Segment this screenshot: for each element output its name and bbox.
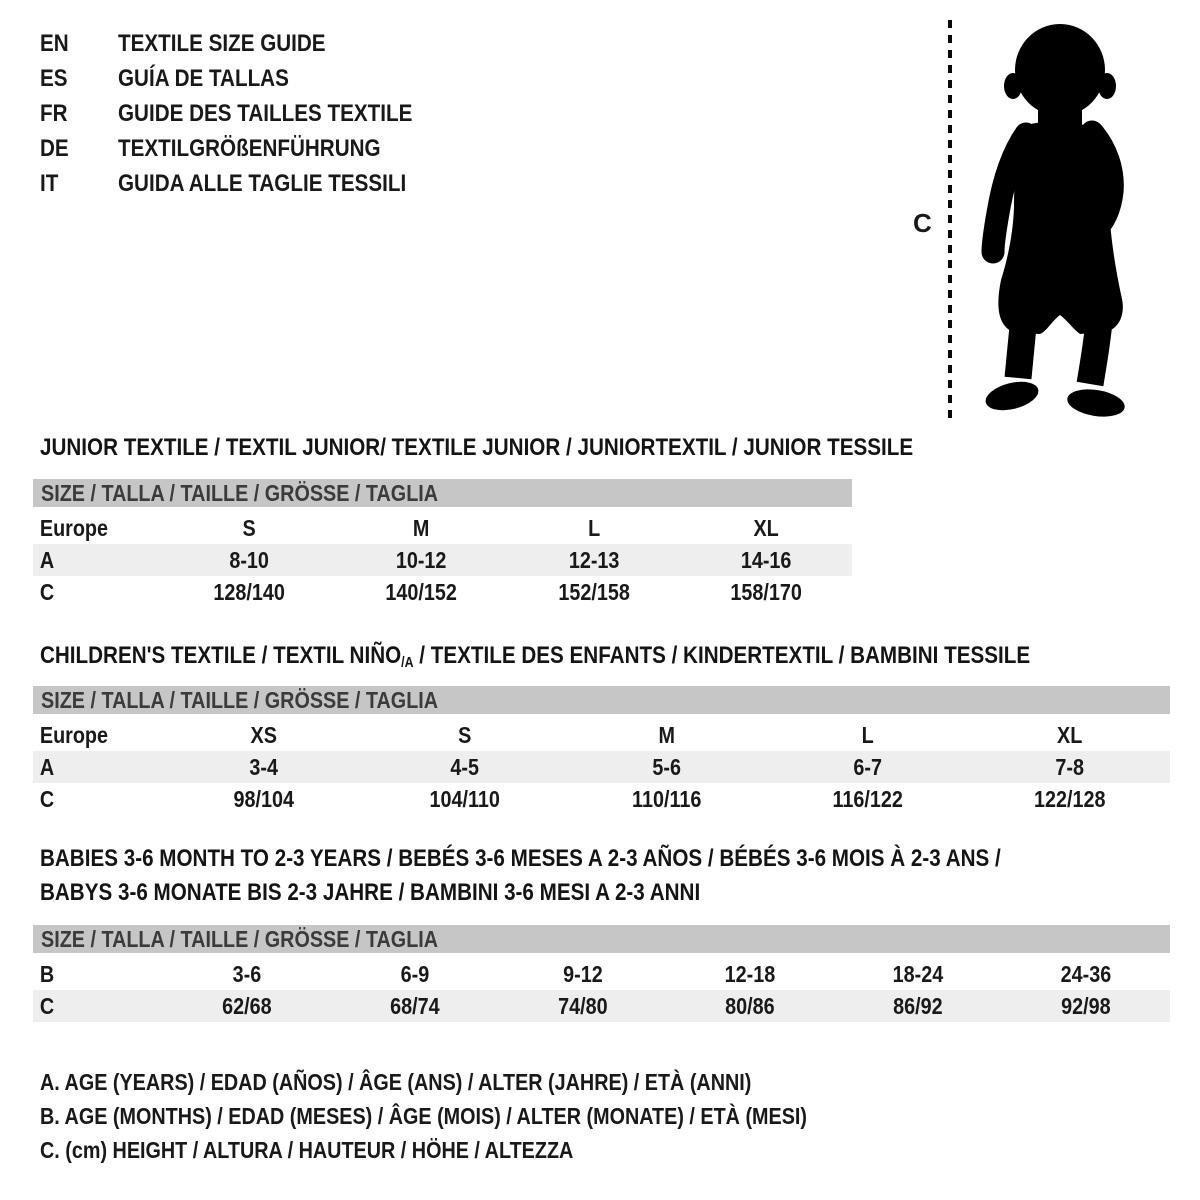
cell-value: 12-18 [725, 961, 776, 987]
row-label: C [39, 993, 55, 1019]
table-row [33, 958, 1170, 990]
lang-code: EN [40, 30, 69, 57]
cell-value: 116/122 [832, 786, 904, 812]
lang-row-it [40, 166, 460, 201]
cell-value: 80/86 [725, 993, 776, 1019]
lang-title: GUIDE DES TAILLES TEXTILE [118, 100, 413, 127]
row-label: A [39, 754, 55, 780]
cell-value: 6-7 [853, 754, 883, 780]
babies-size-table [33, 925, 1170, 1022]
size-table-header: SIZE / TALLA / TAILLE / GRÖSSE / TAGLIA [33, 686, 1170, 714]
lang-code: DE [40, 135, 69, 162]
children-section-title: CHILDREN'S TEXTILE / TEXTIL $NIÑO_{/A}$ / TEXTILE DES ENFANTS / KINDERTEXTIL / BAMBINI TESSILE [40, 642, 1031, 672]
cell-value: 74/80 [557, 993, 608, 1019]
size-table-header: SIZE / TALLA / TAILLE / GRÖSSE / TAGLIA [33, 479, 852, 507]
cell-value: 5-6 [652, 754, 681, 780]
toddler-silhouette-icon [972, 18, 1142, 418]
height-measure-figure [905, 16, 1170, 428]
row-label: A [39, 547, 55, 573]
cell-value: L [587, 515, 600, 541]
cell-value: 152/158 [557, 579, 630, 605]
cell-value: 128/140 [213, 579, 285, 605]
cell-value: 98/104 [233, 786, 294, 812]
size-table-header: SIZE / TALLA / TAILLE / GRÖSSE / TAGLIA [33, 925, 1170, 953]
cell-value: 86/92 [893, 993, 943, 1019]
cell-value: 158/170 [730, 579, 802, 605]
table-row [33, 990, 1170, 1022]
row-label: C [39, 579, 55, 605]
table-row [33, 512, 852, 544]
measure-legend [40, 1065, 932, 1167]
cell-value: 10-12 [396, 547, 447, 573]
cell-value: 14-16 [740, 547, 792, 573]
row-label: B [39, 961, 55, 987]
nino-a-subscript: /A [401, 655, 414, 672]
cell-value: 140/152 [385, 579, 458, 605]
lang-row-de [40, 131, 460, 166]
lang-code: IT [40, 170, 59, 197]
cell-value: 6-9 [400, 961, 430, 987]
cell-value: 104/110 [429, 786, 501, 812]
row-label: Europe [39, 722, 109, 748]
lang-row-es [40, 61, 460, 96]
cell-value: 12-13 [568, 547, 619, 573]
babies-section-title-line2: BABYS 3-6 MONATE BIS 2-3 JAHRE / BAMBINI 3-6 MESI A 2-3 ANNI [40, 879, 701, 906]
cell-value: 24-36 [1060, 961, 1112, 987]
cell-value: 62/68 [222, 993, 272, 1019]
cell-value: 92/98 [1061, 993, 1111, 1019]
lang-title: GUIDA ALLE TAGLIE TESSILI [118, 170, 407, 197]
cell-value: 3-6 [232, 961, 262, 987]
lang-row-en [40, 26, 460, 61]
table-row [33, 576, 852, 608]
cell-value: 8-10 [229, 547, 269, 573]
table-row [33, 751, 1170, 783]
cell-value: XL [1056, 722, 1082, 748]
height-dashed-line [948, 20, 952, 418]
junior-size-table [33, 479, 852, 608]
cell-value: XL [753, 515, 779, 541]
legend-age-months: B. AGE (MONTHS) / EDAD (MESES) / ÂGE (MOIS) / ALTER (MONATE) / ETÀ (MESI) [40, 1103, 807, 1129]
cell-value: 7-8 [1055, 754, 1084, 780]
cell-value: M [413, 515, 430, 541]
legend-height-cm: C. (cm) HEIGHT / ALTURA / HAUTEUR / HÖHE / ALTEZZA [40, 1137, 574, 1163]
table-row [33, 783, 1170, 815]
cell-value: M [658, 722, 675, 748]
cell-value: L [861, 722, 874, 748]
cell-value: S [458, 722, 472, 748]
lang-code: FR [40, 100, 68, 127]
cell-value: 4-5 [450, 754, 480, 780]
table-row [33, 544, 852, 576]
cell-value: 68/74 [389, 993, 440, 1019]
cell-value: 9-12 [562, 961, 603, 987]
cell-value: 122/128 [1033, 786, 1106, 812]
legend-age-years: A. AGE (YEARS) / EDAD (AÑOS) / ÂGE (ANS) / ALTER (JAHRE) / ETÀ (ANNI) [40, 1069, 752, 1095]
table-row [33, 719, 1170, 751]
lang-row-fr [40, 96, 460, 131]
cell-value: XS [250, 722, 277, 748]
babies-section-title-line1: BABIES 3-6 MONTH TO 2-3 YEARS / BEBÉS 3-6 MESES A 2-3 AÑOS / BÉBÉS 3-6 MOIS À 2-3 ANS / [40, 845, 1001, 872]
cell-value: 3-4 [249, 754, 279, 780]
row-label: Europe [39, 515, 109, 541]
children-size-table [33, 686, 1170, 815]
row-label: C [39, 786, 55, 812]
height-measure-label: C [913, 208, 932, 238]
lang-title: TEXTILE SIZE GUIDE [118, 30, 326, 57]
lang-title: GUÍA DE TALLAS [118, 65, 289, 92]
junior-section-title: JUNIOR TEXTILE / TEXTIL JUNIOR/ TEXTILE JUNIOR / JUNIORTEXTIL / JUNIOR TESSILE [40, 434, 914, 461]
lang-title: TEXTILGRÖßENFÜHRUNG [118, 135, 381, 162]
cell-value: 110/116 [631, 786, 702, 812]
cell-value: 18-24 [892, 961, 944, 987]
language-title-list [40, 26, 460, 201]
lang-code: ES [40, 65, 68, 92]
cell-value: S [242, 515, 256, 541]
